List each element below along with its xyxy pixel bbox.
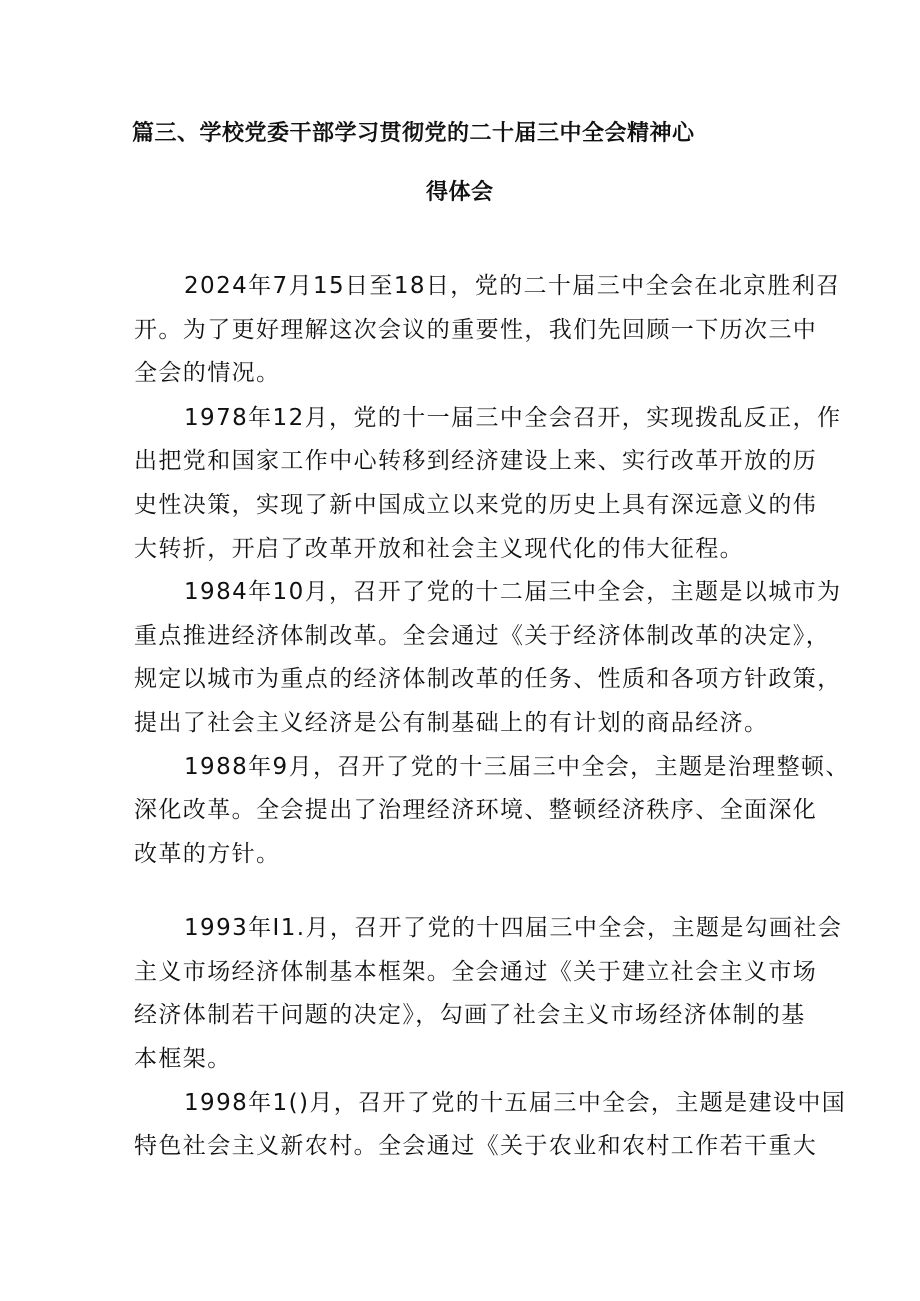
paragraph-line: 本框架。 [134,1046,232,1072]
paragraph-line: 改革的方针。 [134,841,281,867]
paragraph-line: 特色社会主义新农村。全会通过《关于农业和农村工作若干重大 [134,1133,818,1159]
paragraph-line: 2024年7月15日至18日，党的二十届三中全会在北京胜利召 [184,273,841,299]
paragraph-line: 开。为了更好理解这次会议的重要性，我们先回顾一下历次三中 [134,317,818,343]
paragraph-line: 1993年I1.月，召开了党的十四届三中全会，主题是勾画社会 [184,915,843,941]
paragraph-line: 主义市场经济体制基本框架。全会通过《关于建立社会主义市场 [134,959,818,985]
paragraph-line: 规定以城市为重点的经济体制改革的任务、性质和各项方针政策， [134,666,842,692]
paragraph-line: 深化改革。全会提出了治理经济环境、整顿经济秩序、全面深化 [134,797,818,823]
paragraph-line: 1998年1()月，召开了党的十五届三中全会，主题是建设中国 [184,1090,847,1116]
document-title-line-2: 得体会 [426,180,494,205]
paragraph-line: 大转折，开启了改革开放和社会主义现代化的伟大征程。 [134,536,744,562]
paragraph-line: 提出了社会主义经济是公有制基础上的有计划的商品经济。 [134,710,769,736]
document-title-line-1: 篇三、学校党委干部学习贯彻党的二十届三中全会精神心 [132,121,695,146]
paragraph-line: 史性决策，实现了新中国成立以来党的历史上具有深远意义的伟 [134,492,818,518]
paragraph-line: 1988年9月，召开了党的十三届三中全会，主题是治理整顿、 [184,754,850,780]
paragraph-line: 1978年12月，党的十一届三中全会召开，实现拨乱反正，作 [184,405,842,431]
paragraph-line: 全会的情况。 [134,360,281,386]
paragraph-line: 重点推进经济体制改革。全会通过《关于经济体制改革的决定》， [134,623,831,649]
paragraph-line: 1984年10月，召开了党的十二届三中全会，主题是以城市为 [184,579,842,605]
paragraph-line: 经济体制若干问题的决定》，勾画了社会主义市场经济体制的基 [134,1002,806,1028]
paragraph-line: 出把党和国家工作中心转移到经济建设上来、实行改革开放的历 [134,448,818,474]
